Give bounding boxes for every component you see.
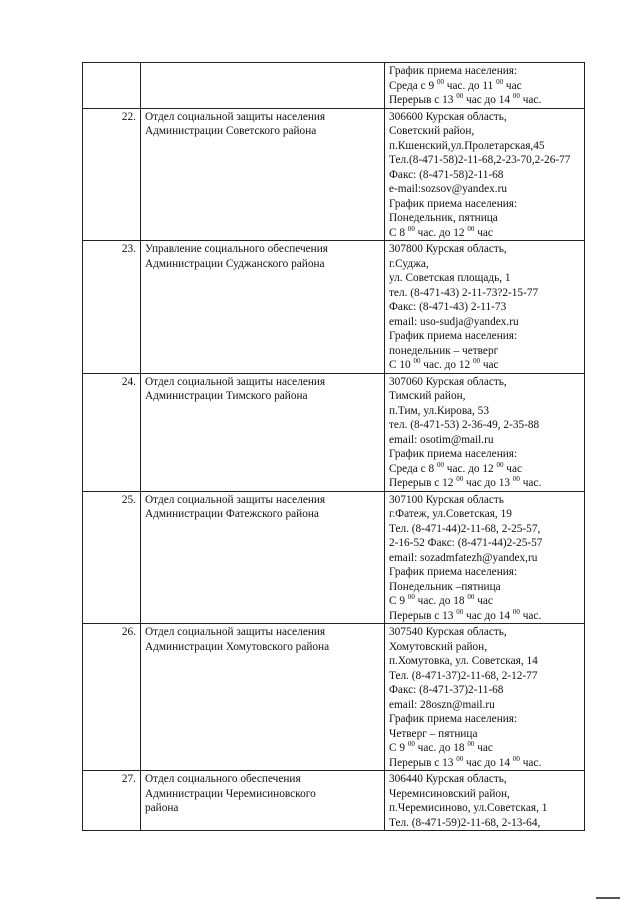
contact-line: 306440 Курская область, [389,773,507,785]
contact-line: Понедельник –пятница [389,580,501,593]
office-name-cell [141,624,385,771]
contact-line: тел. (8-471-43) 2-11-73?2-15-77 [389,286,539,299]
office-name-cell [141,491,385,624]
contact-line: ул. Советская площадь, 1 [389,272,511,284]
office-name-cell [141,771,385,831]
table-row [83,241,585,374]
row-number: 26. [83,624,141,771]
contact-line: 306600 Курская область, [389,110,507,123]
contact-line: понедельник – четверг [389,344,499,357]
contact-line: 2-16-52 Факс: (8-471-44)2-25-57 [389,537,543,549]
table-row [83,108,585,241]
table-row [83,771,585,831]
contact-line: Среда с 9 $^{00}$ час. до 11 $^{00}$ час [389,77,522,92]
contact-line: Тел. (8-471-59)2-11-68, 2-13-64, [389,816,541,829]
office-name-cell [141,241,385,374]
contact-line: г.Фатеж, ул.Советская, 19 [389,508,512,520]
office-contacts-cell [385,491,585,624]
office-contacts-cell [385,108,585,241]
office-name-line: Администрации Фатежского района [145,508,319,520]
office-name-line: Отдел социальной защиты населения [145,375,326,388]
contact-line: Тел.(8-471-58)2-11-68,2-23-70,2-26-77 [389,154,571,166]
table-row [83,624,585,771]
contact-line: С 9 $^{00}$ час. до 18 $^{00}$ час [389,593,493,607]
table-body [83,63,585,831]
contact-line: Черемисиновский район, [389,787,510,800]
table-row [83,63,585,109]
row-number: 24. [83,373,141,491]
office-contacts-cell [385,241,585,374]
contact-line: С 10 $^{00}$ час. до 12 $^{00}$ час [389,357,499,371]
social-protection-offices-table [82,62,585,831]
row-number: 22. [83,108,141,241]
contact-line: email: 28oszn@mail.ru [389,698,495,711]
contact-line: 307060 Курская область, [389,375,507,388]
contact-line: Факс: (8-471-37)2-11-68 [389,684,504,696]
office-name-line: Отдел социальной защиты населения [145,110,326,123]
contact-line: п.Кшенский,ул.Пролетарская,45 [389,139,545,152]
contact-line: г.Суджа, [389,257,429,270]
contact-line: Тел. (8-471-37)2-11-68, 2-12-77 [389,669,538,682]
table-row [83,373,585,491]
office-name-line: Отдел социальной защиты населения [145,493,326,506]
office-name-cell [141,373,385,491]
office-name-cell [141,108,385,241]
office-contacts-cell [385,63,585,109]
contact-line: email: osotim@mail.ru [389,433,494,446]
contact-line: 307540 Курская область, [389,626,507,638]
contact-line: Перерыв с 13 $^{00}$ час до 14 $^{00}$ час. [389,92,542,106]
row-number: 25. [83,491,141,624]
office-name-line: района [145,802,179,814]
contact-line: п.Тим, ул.Кирова, 53 [389,404,489,417]
contact-line: Перерыв с 12 $^{00}$ час до 13 $^{00}$ час. [389,475,542,489]
row-number: 23. [83,241,141,374]
contact-line: email: uso-sudja@yandex.ru [389,315,519,328]
scan-mark [596,897,620,899]
row-number: 27. [83,771,141,831]
office-name-line: Администрации Суджанского района [145,257,325,270]
contact-line: График приема населения: [389,448,518,460]
office-name-line: Отдел социального обеспечения [145,773,301,785]
office-name-line: Управление социального обеспечения [145,243,328,255]
contact-line: Четверг – пятница [389,727,478,740]
contact-line: Тимский район, [389,390,466,402]
contact-line: Советский район, [389,125,475,137]
contact-line: 307100 Курская область [389,493,504,506]
contact-line: График приема населения: [389,65,518,77]
contact-line: тел. (8-471-53) 2-36-49, 2-35-88 [389,419,540,431]
contact-line: Тел. (8-471-44)2-11-68, 2-25-57, [389,522,541,535]
contact-line: График приема населения: [389,713,518,725]
contact-line: Понедельник, пятница [389,212,498,224]
office-contacts-cell [385,771,585,831]
office-name-line: Администрации Черемисиновского [145,787,316,800]
contact-line: Перерыв с 13 $^{00}$ час до 14 $^{00}$ час. [389,607,542,622]
office-name-line: Отдел социальной защиты населения [145,626,326,638]
contact-line: e-mail:sozsov@yandex.ru [389,183,508,195]
office-name-line: Администрации Советского района [145,125,317,137]
office-contacts-cell [385,624,585,771]
office-contacts-cell [385,373,585,491]
row-number [83,63,141,109]
contact-line: Факс: (8-471-58)2-11-68 [389,168,504,181]
contact-line: График приема населения: [389,197,518,210]
contact-line: С 9 $^{00}$ час. до 18 $^{00}$ час [389,740,493,754]
table-row [83,491,585,624]
contact-line: п.Черемисиново, ул.Советская, 1 [389,802,548,814]
office-name-cell [141,63,385,109]
contact-line: С 8 $^{00}$ час. до 12 $^{00}$ час [389,224,493,239]
contact-line: Факс: (8-471-43) 2-11-73 [389,301,507,313]
contact-line: График приема населения: [389,566,518,578]
contact-line: График приема населения: [389,330,518,342]
contact-line: Хомутовский район, [389,640,488,653]
contact-line: email: sozadmfatezh@yandex,ru [389,551,538,564]
contact-line: п.Хомутовка, ул. Советская, 14 [389,655,538,667]
office-name-line: Администрации Тимского района [145,390,308,402]
contact-line: Перерыв с 13 $^{00}$ час до 14 $^{00}$ час. [389,754,542,769]
contact-line: Среда с 8 $^{00}$ час. до 12 $^{00}$ час [389,460,523,475]
contact-line: 307800 Курская область, [389,243,507,255]
office-name-line: Администрации Хомутовского района [145,640,330,653]
